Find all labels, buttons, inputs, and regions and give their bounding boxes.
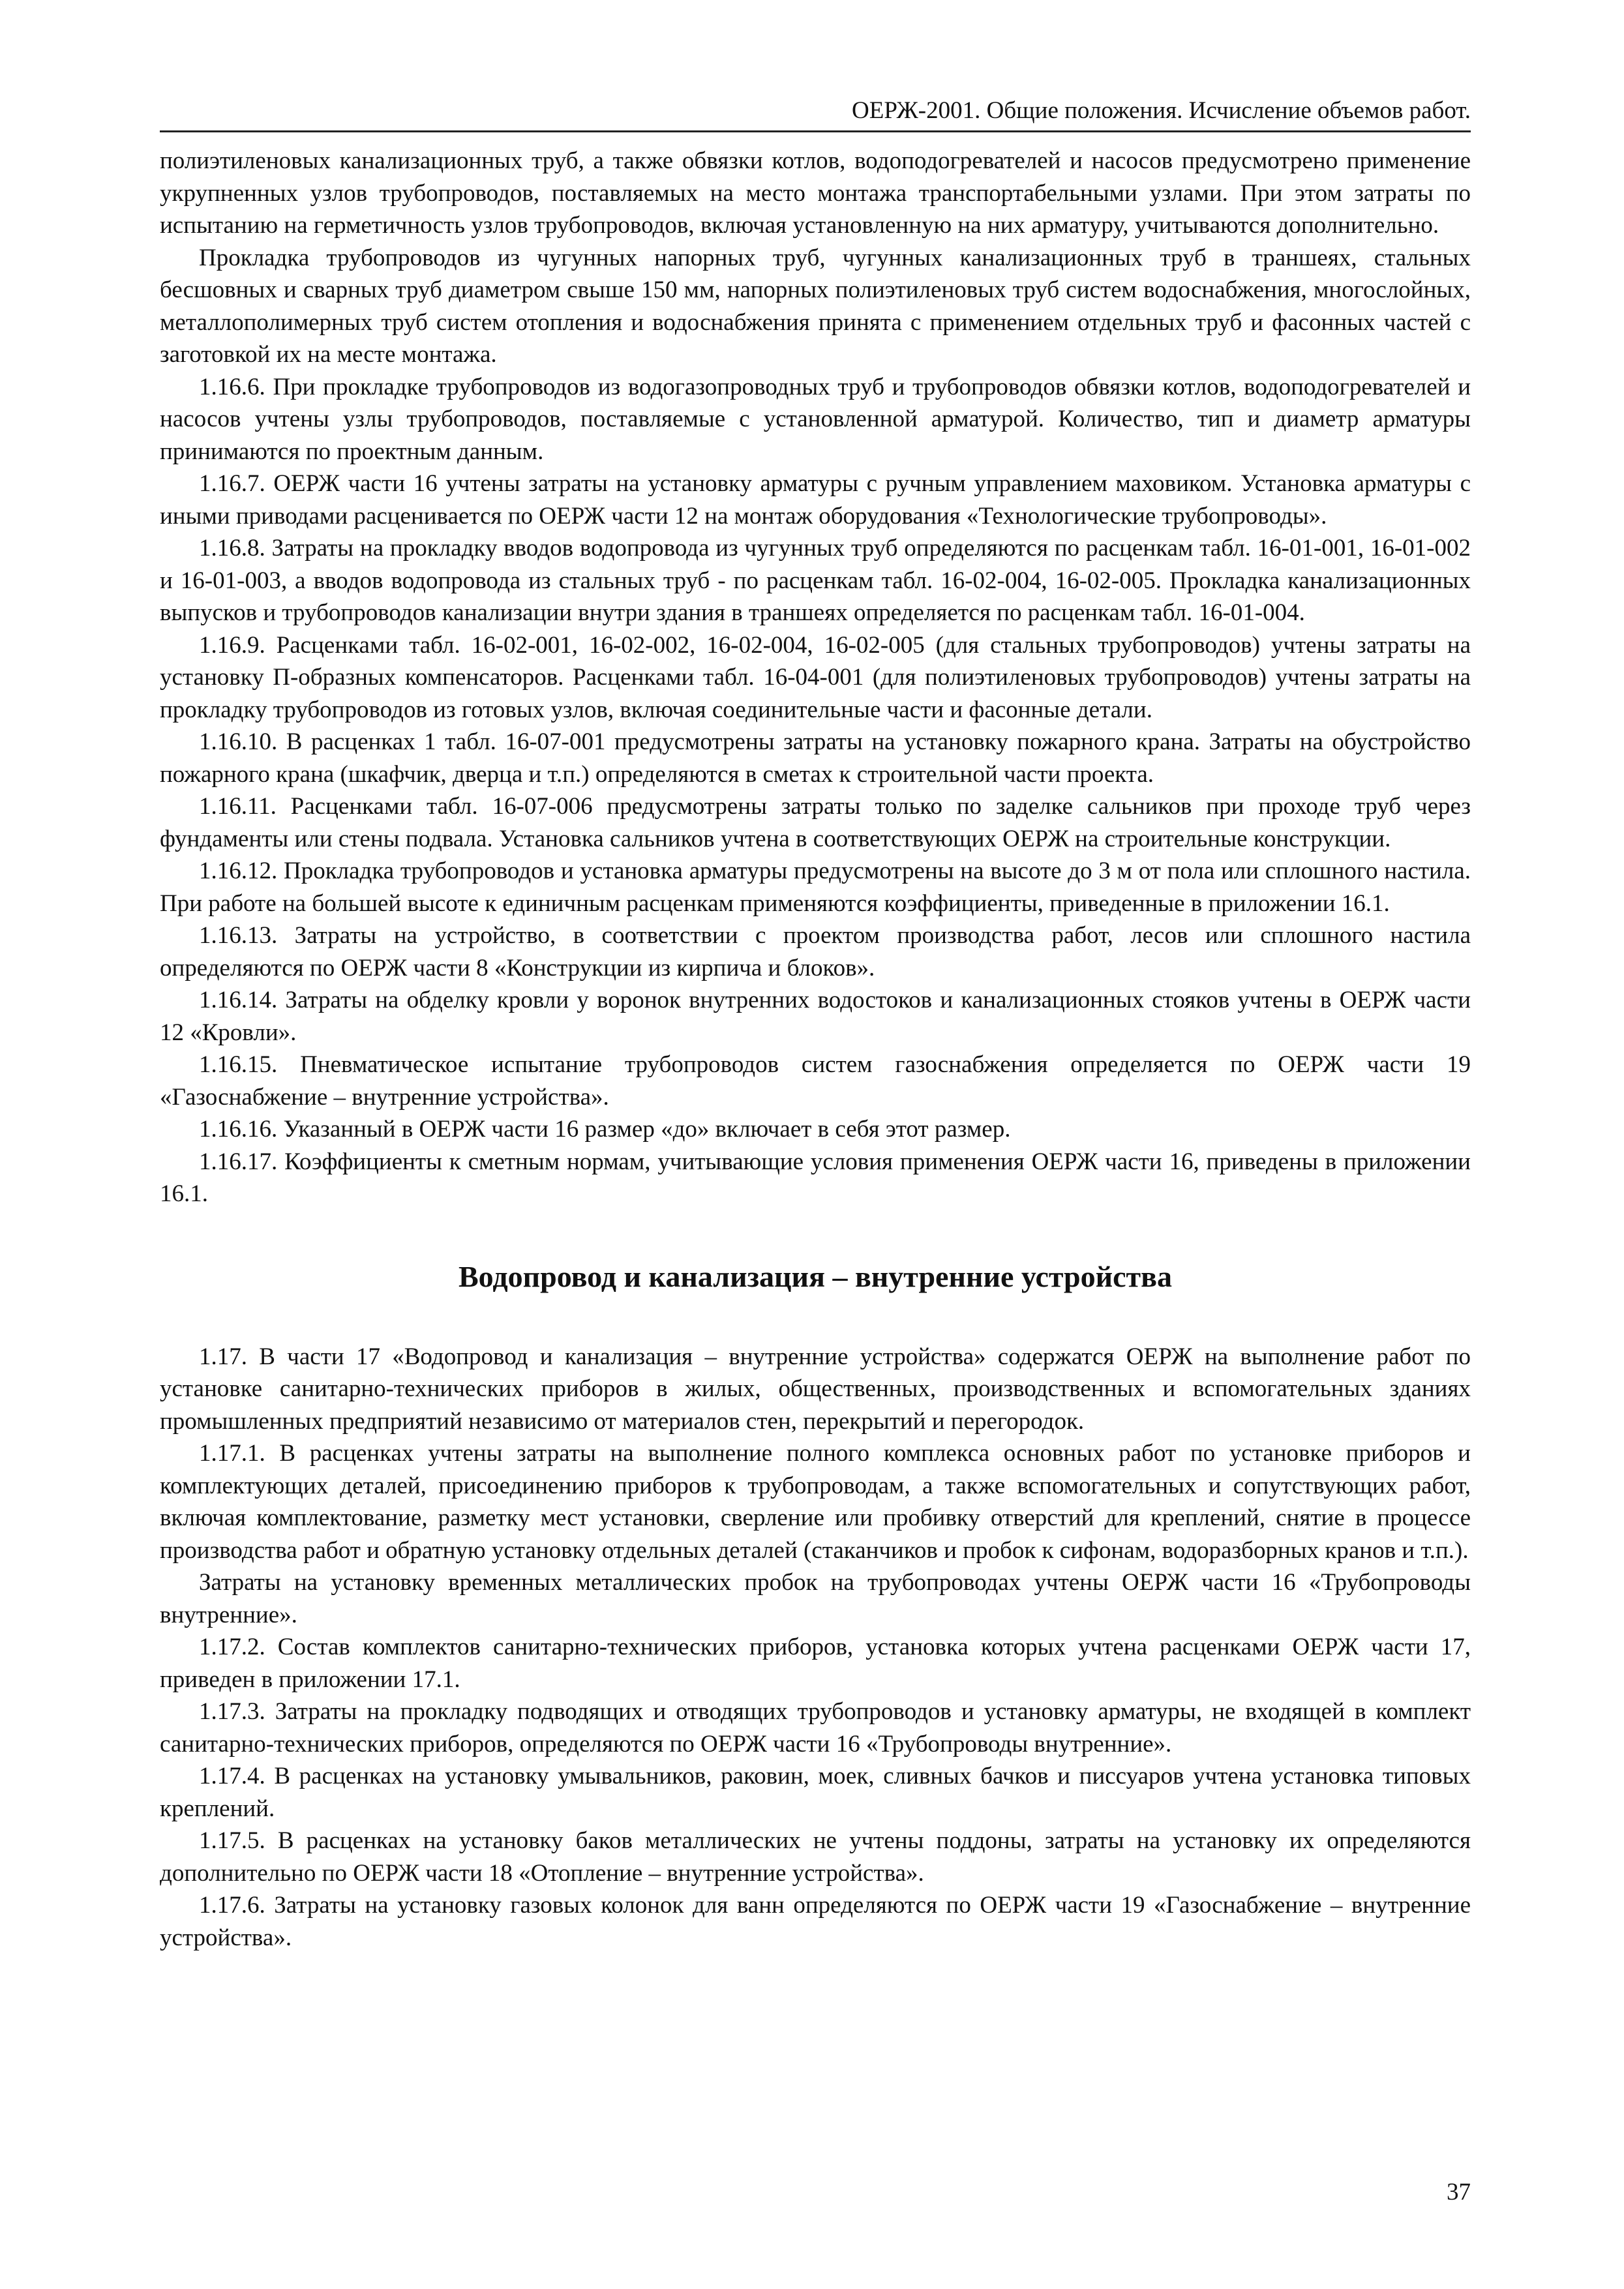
paragraph: 1.17.3. Затраты на прокладку подводящих и отводящих трубопроводов и установку арматуры, не входящей в комплект санитарно-технических приборов, определяются по ОЕРЖ части 16 «Трубопроводы внутренние».	[160, 1698, 1471, 1758]
paragraph: 1.17.2. Состав комплектов санитарно-технических приборов, установка которых учтена расценками ОЕРЖ части 17, приведен в приложении 17.1.	[160, 1634, 1471, 1693]
paragraph: 1.16.8. Затраты на прокладку вводов водопровода из чугунных труб определяются по расценкам табл. 16-01-001, 16-01-002 и 16-01-003, а вводов водопровода из стальных труб - по расценкам табл. 16-02-004, 16-02-005. Прокладка канализационных выпусков и трубопроводов канализации внутри здания в траншеях определяется по расценкам табл. 16-01-004.	[160, 535, 1471, 626]
paragraph: Прокладка трубопроводов из чугунных напорных труб, чугунных канализационных труб в траншеях, стальных бесшовных и сварных труб диаметром свыше 150 мм, напорных полиэтиленовых труб систем водоснабжения, многослойных, металлополимерных труб систем отопления и водоснабжения принята с применением отдельных труб и фасонных частей с заготовкой их на месте монтажа.	[160, 244, 1471, 368]
paragraph: 1.16.7. ОЕРЖ части 16 учтены затраты на установку арматуры с ручным управлением маховиком. Установка арматуры с иными приводами расценивается по ОЕРЖ части 12 на монтаж оборудования «Технологические трубопроводы».	[160, 470, 1471, 530]
paragraph: 1.17. В части 17 «Водопровод и канализация – внутренние устройства» содержатся ОЕРЖ на выполнение работ по установке санитарно-технических приборов в жилых, общественных, производственных и вспомогательных зданиях промышленных предприятий независимо от материалов стен, перекрытий и перегородок.	[160, 1343, 1471, 1435]
section-title: Водопровод и канализация – внутренние устройства	[459, 1259, 1172, 1293]
paragraph: 1.16.17. Коэффициенты к сметным нормам, учитывающие условия применения ОЕРЖ части 16, приведены в приложении 16.1.	[160, 1148, 1471, 1207]
paragraph: Затраты на установку временных металлических пробок на трубопроводах учтены ОЕРЖ части 16 «Трубопроводы внутренние».	[160, 1569, 1471, 1628]
page-body	[160, 145, 1471, 1954]
paragraph: 1.16.10. В расценках 1 табл. 16-07-001 предусмотрены затраты на установку пожарного крана. Затраты на обустройство пожарного крана (шкафчик, дверца и т.п.) определяются в сметах к строительной части проекта.	[160, 728, 1471, 788]
paragraph: полиэтиленовых канализационных труб, а также обвязки котлов, водоподогревателей и насосов предусмотрено применение укрупненных узлов трубопроводов, поставляемых на место монтажа транспортабельными узлами. При этом затраты по испытанию на герметичность узлов трубопроводов, включая установленную на них арматуру, учитываются дополнительно.	[160, 147, 1471, 239]
paragraph: 1.17.4. В расценках на установку умывальников, раковин, моек, сливных бачков и писсуаров учтена установка типовых креплений.	[160, 1763, 1471, 1822]
paragraph: 1.16.14. Затраты на обделку кровли у воронок внутренних водостоков и канализационных стояков учтены в ОЕРЖ части 12 «Кровли».	[160, 987, 1471, 1046]
paragraph: 1.16.15. Пневматическое испытание трубопроводов систем газоснабжения определяется по ОЕРЖ части 19 «Газоснабжение – внутренние устройства».	[160, 1051, 1471, 1111]
paragraph: 1.16.16. Указанный в ОЕРЖ части 16 размер «до» включает в себя этот размер.	[199, 1116, 1011, 1143]
paragraph: 1.17.1. В расценках учтены затраты на выполнение полного комплекса основных работ по установке приборов и комплектующих деталей, присоединению приборов к трубопроводам, а также вспомогательных и сопутствующих работ, включая комплектование, разметку мест установки, сверление или пробивку отверстий для креплений, снятие в процессе производства работ и обратную установку отдельных деталей (стаканчиков и пробок к сифонам, водоразборных кранов и т.п.).	[160, 1440, 1471, 1564]
paragraph: 1.16.13. Затраты на устройство, в соответствии с проектом производства работ, лесов или сплошного настила определяются по ОЕРЖ части 8 «Конструкции из кирпича и блоков».	[160, 922, 1471, 981]
header-rule	[160, 130, 1471, 132]
paragraph: 1.16.11. Расценками табл. 16-07-006 предусмотрены затраты только по заделке сальников при проходе труб через фундаменты или стены подвала. Установка сальников учтена в соответствующих ОЕРЖ на строительные конструкции.	[160, 793, 1471, 852]
running-header: ОЕРЖ-2001. Общие положения. Исчисление объемов работ.	[852, 97, 1471, 124]
paragraph: 1.16.9. Расценками табл. 16-02-001, 16-02-002, 16-02-004, 16-02-005 (для стальных трубопроводов) учтены затраты на установку П-образных компенсаторов. Расценками табл. 16-04-001 (для полиэтиленовых трубопроводов) учтены затраты на прокладку трубопроводов из готовых узлов, включая соединительные части и фасонные детали.	[160, 631, 1471, 723]
paragraph: 1.16.12. Прокладка трубопроводов и установка арматуры предусмотрены на высоте до 3 м от пола или сплошного настила. При работе на большей высоте к единичным расценкам применяются коэффициенты, приведенные в приложении 16.1.	[160, 858, 1471, 917]
paragraph: 1.16.6. При прокладке трубопроводов из водогазопроводных труб и трубопроводов обвязки котлов, водоподогревателей и насосов учтены узлы трубопроводов, поставляемые с установленной арматурой. Количество, тип и диаметр арматуры принимаются по проектным данным.	[160, 373, 1471, 465]
paragraph: 1.17.6. Затраты на установку газовых колонок для ванн определяются по ОЕРЖ части 19 «Газоснабжение – внутренние устройства».	[160, 1892, 1471, 1951]
paragraph: 1.17.5. В расценках на установку баков металлических не учтены поддоны, затраты на установку их определяются дополнительно по ОЕРЖ части 18 «Отопление – внутренние устройства».	[160, 1827, 1471, 1887]
page-number: 37	[1447, 2179, 1471, 2206]
